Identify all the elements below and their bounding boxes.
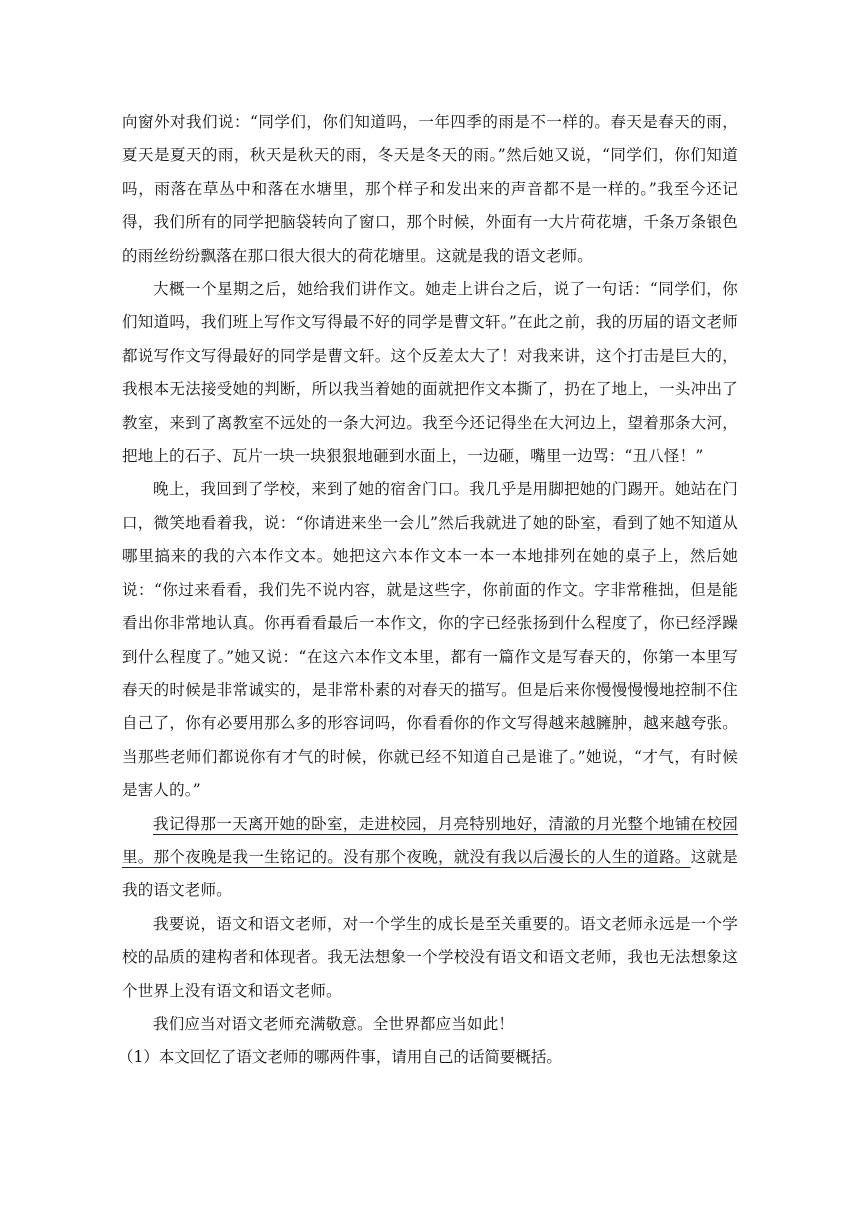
paragraph-5: 我要说，语文和语文老师，对一个学生的成长是至关重要的。语文老师永远是一个学校的品质的建构者和体现者。我无法想象一个学校没有语文和语文老师，我也无法想象这个世界上没有语文和语文老师。 <box>122 914 738 1000</box>
paragraph-3: 晚上，我回到了学校，来到了她的宿舍门口。我几乎是用脚把她的门踢开。她站在门口，微笑地看着我，说：“你请进来坐一会儿”然后我就进了她的卧室，看到了她不知道从哪里搞来的我的六本作文本。她把这六本作文本一本一本地排列在她的桌子上，然后她说：“你过来看看，我们先不说内容，就是这些字，你前面的作文。字非常稚拙，但是能看出你非常地认真。你再看看最后一本作文，你的字已经张扬到什么程度了，你已经浮躁到什么程度了。”她又说：“在这六本作文本里，都有一篇作文是写春天的，你第一本里写春天的时候是非常诚实的，是非常朴素的对春天的描写。但是后来你慢慢慢慢地控制不住自己了，你有必要用那么多的形容词吗，你看看你的作文写得越来越臃肿，越来越夸张。当那些老师们都说你有才气的时候，你就已经不知道自己是谁了。”她说，“才气，有时候是害人的。” <box>122 480 738 800</box>
paragraph-6: 我们应当对语文老师充满敬意。全世界都应当如此！ <box>153 1014 515 1033</box>
paragraph-4 <box>122 808 738 908</box>
paragraph-1: 向窗外对我们说：“同学们，你们知道吗，一年四季的雨是不一样的。春天是春天的雨，夏天是夏天的雨，秋天是秋天的雨，冬天是冬天的雨。”然后她又说，“同学们，你们知道吗，雨落在草丛中和落在水塘里，那个样子和发出来的声音都不是一样的。”我至今还记得，我们所有的同学把脑袋转向了窗口，那个时候，外面有一大片荷花塘，千条万条银色的雨丝纷纷飘落在那口很大很大的荷花塘里。这就是我的语文老师。 <box>122 113 738 265</box>
paragraph-2: 大概一个星期之后，她给我们讲作文。她走上讲台之后，说了一句话：“同学们，你们知道吗，我们班上写作文写得最不好的同学是曹文轩。”在此之前，我的历届的语文老师都说写作文写得最好的同学是曹文轩。这个反差太大了！对我来讲，这个打击是巨大的，我根本无法接受她的判断，所以我当着她的面就把作文本撕了，扔在了地上，一头冲出了教室，来到了离教室不远处的一条大河边。我至今还记得坐在大河边上，望着那条大河，把地上的石子、瓦片一块一块狠狠地砸到水面上，一边砸，嘴里一边骂：“丑八怪！” <box>122 280 738 466</box>
question-1: （1）本文回忆了语文老师的哪两件事，请用自己的话简要概括。 <box>118 1048 562 1067</box>
paragraph-4-ending: 这就是我的语文老师。 <box>122 847 738 900</box>
document-page <box>118 106 738 1075</box>
underlined-sentence: 我记得那一天离开她的卧室，走进校园，月亮特别地好，清澈的月光整个地铺在校园里。那个夜晚是我一生铭记的。没有那个夜晚，就没有我以后漫长的人生的道路。 <box>122 814 738 866</box>
